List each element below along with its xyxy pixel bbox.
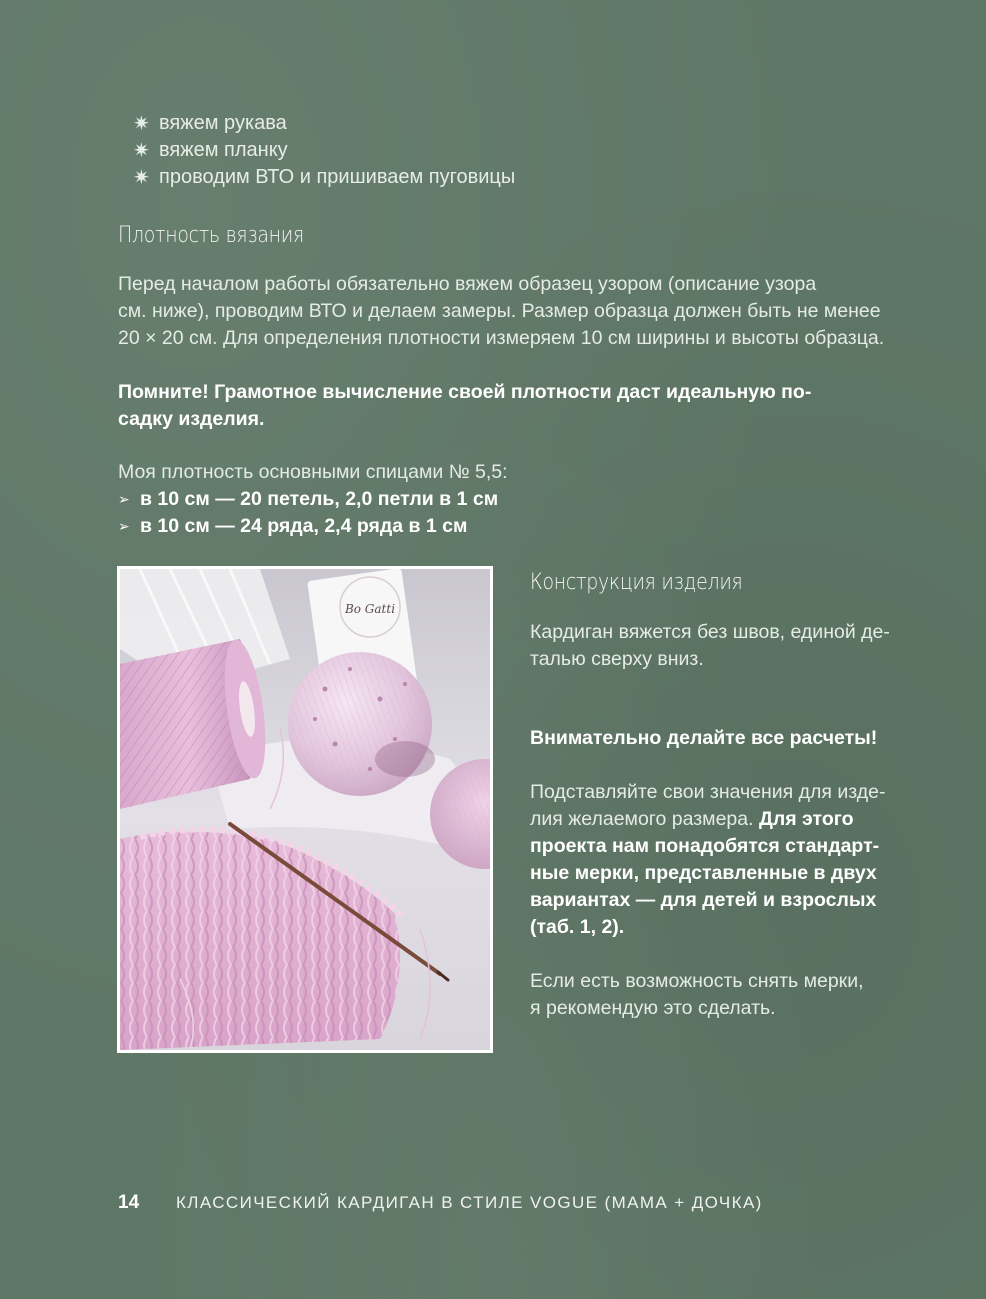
arrow-right-icon: ➢ — [118, 491, 130, 507]
my-gauge — [118, 459, 918, 540]
list-item — [133, 137, 833, 164]
list-item — [118, 513, 918, 540]
step-text: проводим ВТО и пришиваем пуговицы — [159, 166, 516, 188]
text-line: вариантах — для детей и взрослых — [530, 889, 877, 911]
text-line: Помните! Грамотное вычисление своей плотности даст идеальную по- — [118, 381, 812, 403]
text-line — [530, 779, 910, 806]
bold-span: Для этого — [758, 808, 854, 830]
text-line: талью сверху вниз. — [530, 648, 704, 670]
step-text: вяжем планку — [159, 139, 288, 161]
gauge-reminder — [118, 379, 918, 433]
list-item — [118, 486, 918, 513]
text-line: (таб. 1, 2). — [530, 916, 625, 938]
arrow-right-icon: ➢ — [118, 518, 130, 534]
construction-desc — [530, 619, 910, 673]
text-line: садку изделия. — [118, 408, 265, 430]
construction-heading: Конструкция изделия — [530, 570, 743, 595]
text-line: Перед началом работы обязательно вяжем образец узором (описание узора — [118, 273, 817, 295]
yarn-photo — [117, 566, 493, 1053]
list-item — [133, 110, 833, 137]
gauge-item: в 10 см — 20 петель, 2,0 петли в 1 см — [140, 488, 499, 510]
page-number: 14 — [118, 1192, 140, 1213]
list-item — [133, 164, 833, 191]
measure-recommendation — [530, 968, 910, 1022]
gauge-item: в 10 см — 24 ряда, 2,4 ряда в 1 см — [140, 515, 468, 537]
asterisk-icon: ✷ — [133, 113, 150, 135]
asterisk-icon: ✷ — [133, 140, 150, 162]
calculation-warning: Внимательно делайте все расчеты! — [530, 727, 878, 749]
book-title: КЛАССИЧЕСКИЙ КАРДИГАН В СТИЛЕ VOGUE (МАМА + ДОЧКА) — [176, 1193, 763, 1212]
text-span: Подставляйте свои значения для изде- — [530, 781, 886, 803]
values-paragraph — [530, 779, 910, 941]
text-line — [530, 806, 910, 833]
text-line: 20 × 20 см. Для определения плотности измеряем 10 см ширины и высоты образца. — [118, 327, 885, 349]
asterisk-icon: ✷ — [133, 167, 150, 189]
text-line: Если есть возможность снять мерки, — [530, 970, 864, 992]
text-line: Кардиган вяжется без швов, единой де- — [530, 621, 890, 643]
text-line: я рекомендую это сделать. — [530, 997, 776, 1019]
text-span: лия желаемого размера. — [530, 808, 759, 830]
my-gauge-label: Моя плотность основными спицами № 5,5: — [118, 461, 508, 483]
text-line: см. ниже), проводим ВТО и делаем замеры. Размер образца должен быть не менее — [118, 300, 881, 322]
page-footer — [118, 1192, 918, 1214]
step-text: вяжем рукава — [159, 112, 287, 134]
brand-label: Bo Gatti — [344, 602, 396, 616]
steps-list — [133, 110, 833, 191]
gauge-heading: Плотность вязания — [118, 223, 304, 248]
text-line: проекта нам понадобятся стандарт- — [530, 835, 880, 857]
gauge-intro — [118, 271, 918, 352]
text-line: ные мерки, представленные в двух — [530, 862, 877, 884]
yarn-illustration — [120, 569, 490, 1050]
